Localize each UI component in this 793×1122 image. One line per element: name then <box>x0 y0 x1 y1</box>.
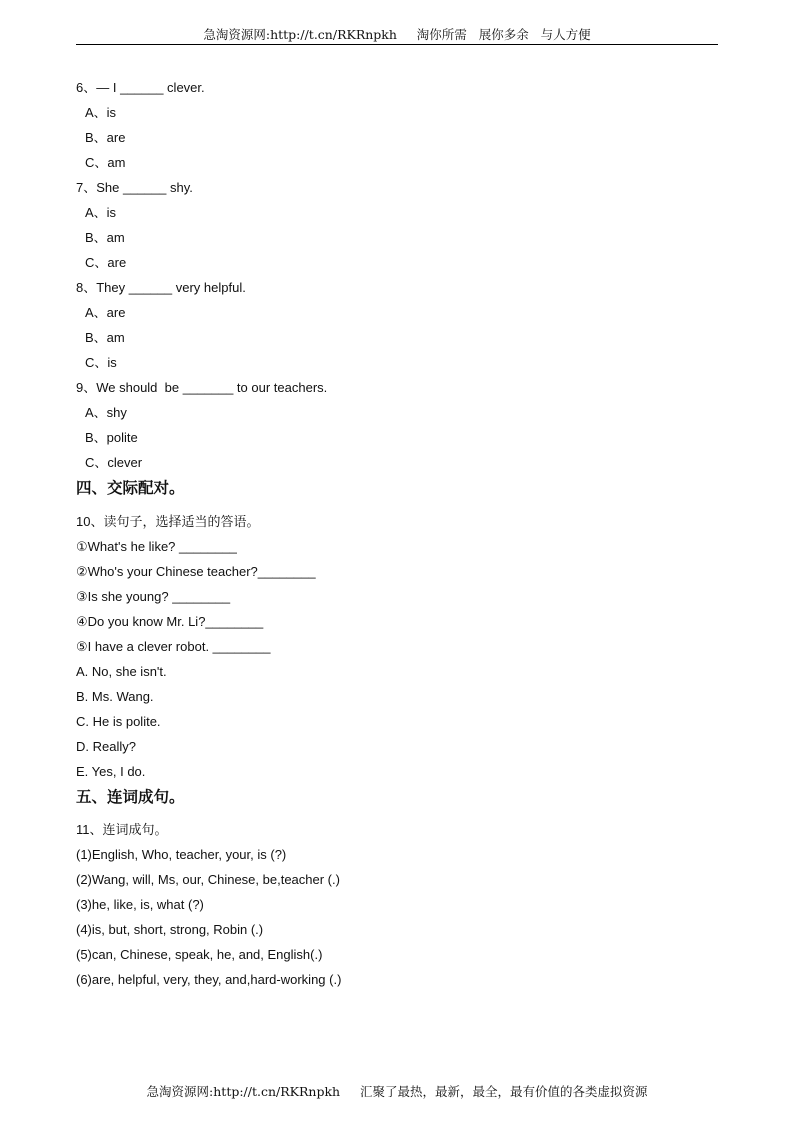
question-stem: 8、They ______ very helpful. <box>76 280 246 295</box>
question-8 <box>76 278 716 378</box>
answer-choice: C. He is polite. <box>76 714 161 729</box>
section-5 <box>76 787 716 995</box>
question-10-stem: 10、读句子，选择适当的答语。 <box>76 514 260 529</box>
option-b: B、are <box>85 130 126 145</box>
match-item: ①What's he like? ________ <box>76 539 237 554</box>
page-header: 急淘资源网:http://t.cn/RKRnpkh 淘你所需 展你多余 与人方便 <box>203 27 591 42</box>
question-7 <box>76 178 716 278</box>
question-11-stem: 11、连词成句。 <box>76 822 168 837</box>
worksheet-content <box>76 78 716 995</box>
answer-choice: E. Yes, I do. <box>76 764 146 779</box>
sentence-item: (2)Wang, will, Ms, our, Chinese, be,teacher (.) <box>76 872 340 887</box>
question-stem: 9、We should be _______ to our teachers. <box>76 380 328 395</box>
answer-choice: B. Ms. Wang. <box>76 689 154 704</box>
option-c: C、clever <box>85 455 143 470</box>
question-stem: 6、— I ______ clever. <box>76 80 205 95</box>
section-title: 四、交际配对。 <box>76 478 185 497</box>
option-c: C、are <box>85 255 127 270</box>
option-c: C、am <box>85 155 126 170</box>
section-4 <box>76 478 716 787</box>
sentence-item: (3)he, like, is, what (?) <box>76 897 204 912</box>
match-item: ④Do you know Mr. Li?________ <box>76 614 264 629</box>
match-item: ③Is she young? ________ <box>76 589 231 604</box>
option-a: A、is <box>85 205 117 220</box>
sentence-item: (5)can, Chinese, speak, he, and, English(.) <box>76 947 323 962</box>
sentence-item: (1)English, Who, teacher, your, is (?) <box>76 847 287 862</box>
answer-choice: A. No, she isn't. <box>76 664 167 679</box>
sentence-item: (6)are, helpful, very, they, and,hard-working (.) <box>76 972 342 987</box>
option-a: A、shy <box>85 405 127 420</box>
question-6 <box>76 78 716 178</box>
match-item: ⑤I have a clever robot. ________ <box>76 639 271 654</box>
option-c: C、is <box>85 355 117 370</box>
question-stem: 7、She ______ shy. <box>76 180 193 195</box>
answer-choice: D. Really? <box>76 739 136 754</box>
section-title: 五、连词成句。 <box>76 787 185 806</box>
header-divider <box>76 44 718 45</box>
option-a: A、is <box>85 105 117 120</box>
sentence-item: (4)is, but, short, strong, Robin (.) <box>76 922 264 937</box>
match-item: ②Who's your Chinese teacher?________ <box>76 564 316 579</box>
option-b: B、am <box>85 330 125 345</box>
question-9 <box>76 378 716 478</box>
option-a: A、are <box>85 305 126 320</box>
option-b: B、polite <box>85 430 138 445</box>
page-footer: 急淘资源网:http://t.cn/RKRnpkh 汇聚了最热，最新，最全，最有价值的各类虚拟资源 <box>146 1084 648 1099</box>
option-b: B、am <box>85 230 125 245</box>
